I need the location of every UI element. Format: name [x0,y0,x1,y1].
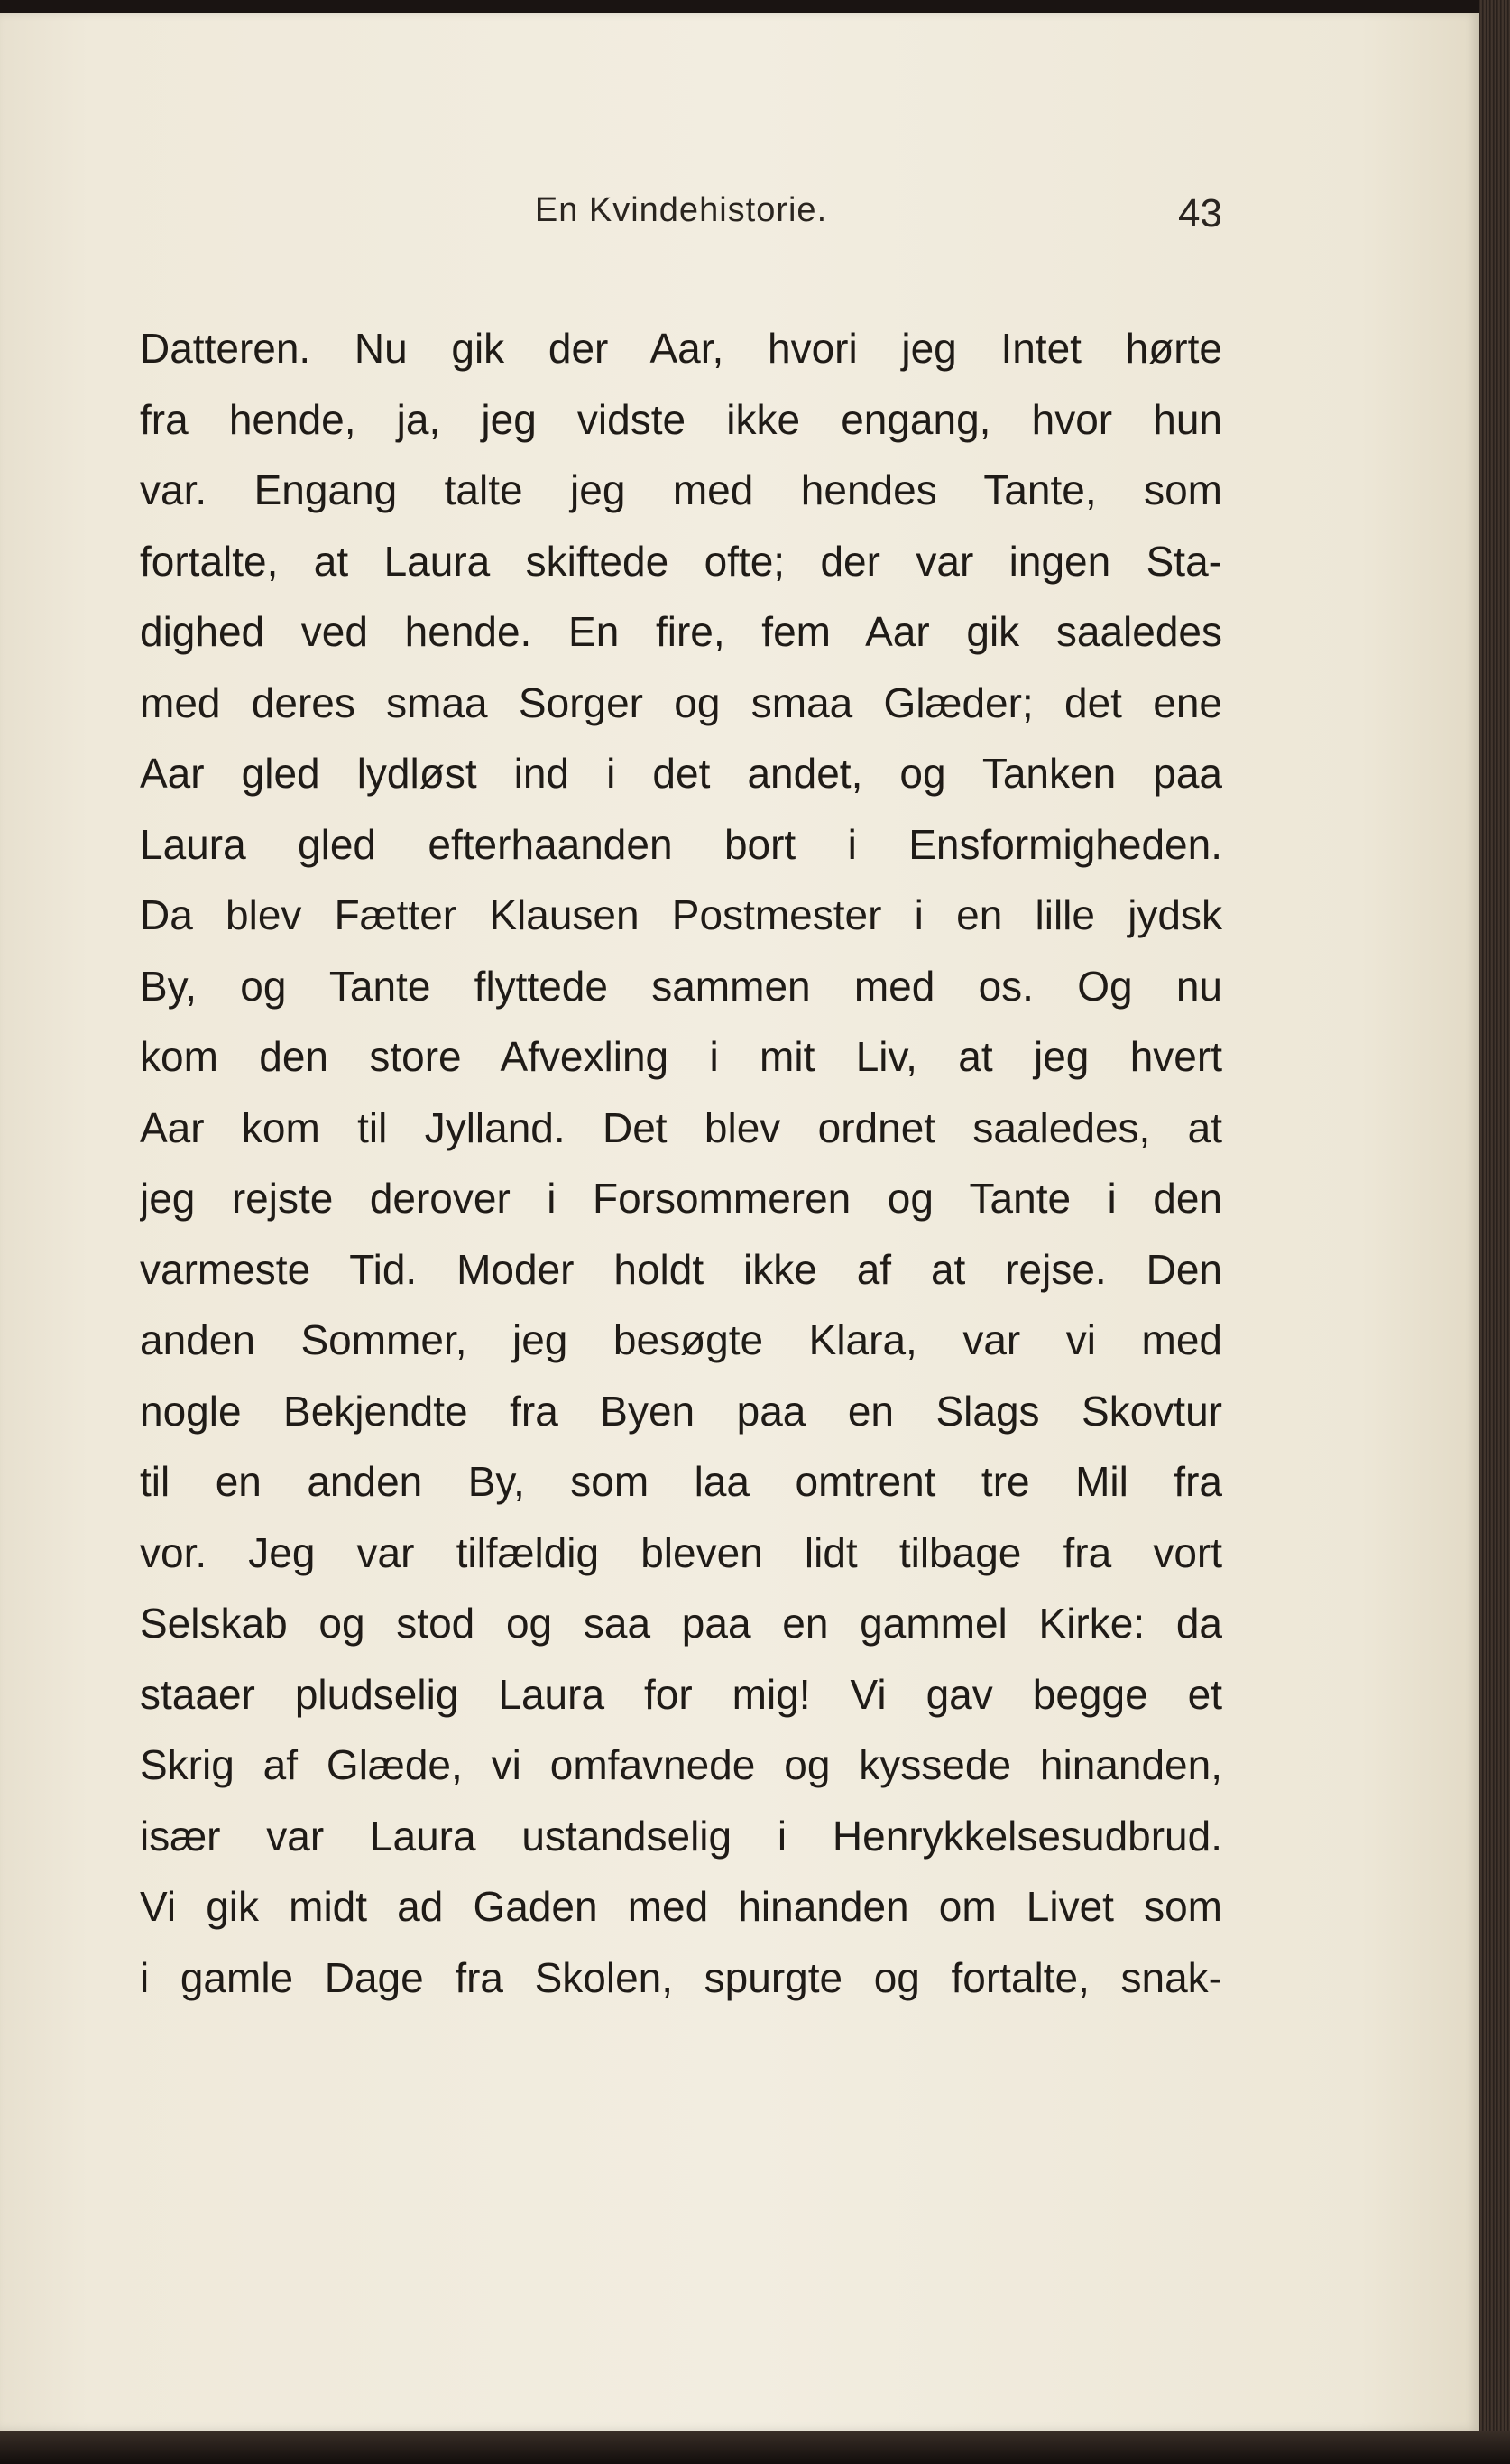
text-line: Datteren. Nu gik der Aar, hvori jeg Intet hørte [140,325,1222,372]
running-title: En Kvindehistorie. [534,191,828,229]
text-line: med deres smaa Sorger og smaa Glæder; det ene [140,678,1222,726]
text-line: dighed ved hende. En fire, fem Aar gik saaledes [140,608,1222,655]
text-line: Vi gik midt ad Gaden med hinanden om Livet som [140,1883,1222,1930]
text-line: Skrig af Glæde, vi omfavnede og kyssede hinanden, [140,1741,1222,1788]
text-line: nogle Bekjendte fra Byen paa en Slags Skovtur [140,1387,1222,1435]
text-line: fortalte, at Laura skiftede ofte; der var ingen Sta- [140,537,1222,585]
text-line: vor. Jeg var tilfældig bleven lidt tilbage fra vort [140,1528,1222,1576]
text-line: By, og Tante flyttede sammen med os. Og nu [140,962,1222,1010]
book-fore-edge [1479,0,1510,2464]
page-number: 43 [1178,191,1222,235]
text-line: kom den store Afvexling i mit Liv, at jeg hvert [140,1033,1222,1080]
text-line: var. Engang talte jeg med hendes Tante, som [140,466,1222,513]
text-line: varmeste Tid. Moder holdt ikke af at rejse. Den [140,1245,1222,1293]
text-line: i gamle Dage fra Skolen, spurgte og fortalte, snak- [140,1953,1222,2001]
text-line: fra hende, ja, jeg vidste ikke engang, hvor hun [140,395,1222,443]
text-line: anden Sommer, jeg besøgte Klara, var vi med [140,1316,1222,1363]
book-bottom-edge [0,2431,1510,2464]
text-line: især var Laura ustandselig i Henrykkelsesudbrud. [140,1812,1222,1860]
body-text [140,313,1222,2013]
text-line: Aar gled lydløst ind i det andet, og Tanken paa [140,750,1222,797]
text-line: staaer pludselig Laura for mig! Vi gav begge et [140,1670,1222,1718]
text-line: til en anden By, som laa omtrent tre Mil fra [140,1458,1222,1505]
text-line: Laura gled efterhaanden bort i Ensformigheden. [140,820,1222,868]
text-line: jeg rejste derover i Forsommeren og Tante i den [140,1175,1222,1222]
text-line: Aar kom til Jylland. Det blev ordnet saaledes, at [140,1103,1222,1151]
text-line: Selskab og stod og saa paa en gammel Kirke: da [140,1600,1222,1647]
running-head [140,191,1222,245]
text-line: Da blev Fætter Klausen Postmester i en lille jydsk [140,891,1222,938]
